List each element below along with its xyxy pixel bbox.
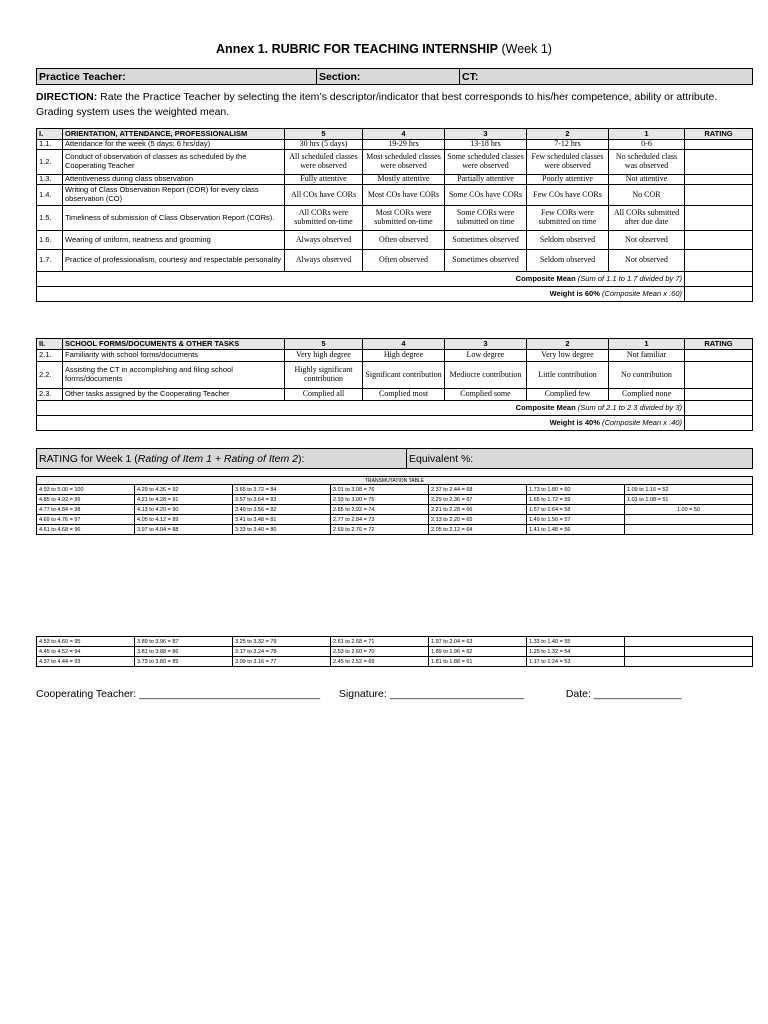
scale-5: 5 [285,129,363,140]
transmutation-cell: 3.89 to 3.96 = 87 [135,637,233,647]
transmutation-cell [625,525,753,535]
descriptor-cell[interactable]: Some scheduled classes were observed [445,150,527,175]
cooperating-teacher-field[interactable]: Cooperating Teacher: _______________________________ [36,688,321,700]
item-label: Familiarity with school forms/documents [63,350,285,362]
scale-5: 5 [285,339,363,350]
descriptor-cell[interactable]: 19-29 hrs [363,140,445,150]
descriptor-cell[interactable]: Some COs have CORs [445,185,527,206]
transmutation-row [37,657,753,667]
composite-mean-bold: Composite Mean [515,402,576,412]
document-title [0,42,768,56]
transmutation-cell: 2.69 to 2.76 = 72 [331,525,429,535]
transmutation-cell [625,657,753,667]
scale-1: 1 [609,339,685,350]
transmutation-cell: 2.29 to 2.36 = 67 [429,495,527,505]
descriptor-cell[interactable]: Most COs have CORs [363,185,445,206]
descriptor-cell[interactable]: Fully attentive [285,175,363,185]
item-number: 1.2. [37,150,63,175]
scale-3: 3 [445,129,527,140]
descriptor-cell[interactable]: Little contribution [527,362,609,389]
transmutation-cell: 2.05 to 2.12 = 64 [429,525,527,535]
transmutation-cell: 4.21 to 4.28 = 91 [135,495,233,505]
composite-mean-row [37,272,753,287]
transmutation-table-continued [36,636,753,667]
descriptor-cell[interactable]: Sometimes observed [445,231,527,250]
transmutation-cell: 3.17 to 3.24 = 78 [233,647,331,657]
transmutation-cell: 2.61 to 2.68 = 71 [331,637,429,647]
descriptor-cell[interactable]: Significant contribution [363,362,445,389]
item-label: Attendance for the week (5 days; 6 hrs/day) [63,140,285,150]
transmutation-cell: 3.41 to 3.48 = 81 [233,515,331,525]
descriptor-cell[interactable]: Seldom observed [527,231,609,250]
descriptor-cell[interactable]: Most scheduled classes were observed [363,150,445,175]
item-number: 1.1. [37,140,63,150]
descriptor-cell[interactable]: 7-12 hrs [527,140,609,150]
transmutation-cell: 1.25 to 1.32 = 54 [527,647,625,657]
weighted-score-note: (Composite Mean x .60) [599,288,682,298]
composite-mean-bold: Composite Mean [515,273,576,283]
descriptor-cell[interactable]: Highly significant contribution [285,362,363,389]
transmutation-cell: 2.77 to 2.84 = 73 [331,515,429,525]
descriptor-cell[interactable]: Mostly attentive [363,175,445,185]
descriptor-cell[interactable]: Not observed [609,231,685,250]
rubric-row [37,362,753,389]
rubric-row [37,140,753,150]
transmutation-cell: 1.00 = 50 [625,505,753,515]
transmutation-cell: 1.09 to 1.16 = 52 [625,485,753,495]
composite-mean-note: (Sum of 1.1 to 1.7 divided by 7) [575,273,682,283]
transmutation-cell: 4.93 to 5.00 = 100 [37,485,135,495]
transmutation-cell: 2.37 to 2.44 = 68 [429,485,527,495]
item-label: Other tasks assigned by the Cooperating Teacher [63,389,285,401]
item-number: 2.1. [37,350,63,362]
equivalent-percent-field[interactable]: Equivalent %: [407,449,753,469]
rubric-row [37,150,753,175]
transmutation-cell: 1.89 to 1.96 = 62 [429,647,527,657]
transmutation-cell: 1.97 to 2.04 = 63 [429,637,527,647]
descriptor-cell[interactable]: Mediocre contribution [445,362,527,389]
item-number: 1.3. [37,175,63,185]
section2-table [36,338,753,431]
section1-number: I. [37,129,63,140]
transmutation-cell: 1.65 to 1.72 = 59 [527,495,625,505]
section2-number: II. [37,339,63,350]
section1-title: ORIENTATION, ATTENDANCE, PROFESSIONALISM [63,129,285,140]
descriptor-cell[interactable]: 13-18 hrs [445,140,527,150]
descriptor-cell[interactable]: Seldom observed [527,250,609,272]
descriptor-cell[interactable]: Very low degree [527,350,609,362]
section1-header-row [37,129,753,140]
composite-mean-value[interactable] [685,401,753,416]
transmutation-cell: 1.01 to 1.08 = 51 [625,495,753,505]
descriptor-cell[interactable]: All COs have CORs [285,185,363,206]
header-fields [36,68,753,85]
transmutation-cell: 3.33 to 3.40 = 80 [233,525,331,535]
item-number: 2.2. [37,362,63,389]
transmutation-cell: 4.53 to 4.60 = 95 [37,637,135,647]
rubric-row [37,206,753,231]
descriptor-cell[interactable]: Very high degree [285,350,363,362]
transmutation-cell: 2.93 to 3.00 = 75 [331,495,429,505]
transmutation-cell: 1.57 to 1.64 = 58 [527,505,625,515]
transmutation-cell [625,515,753,525]
transmutation-row [37,525,753,535]
transmutation-cell: 3.57 to 3.64 = 83 [233,495,331,505]
transmutation-table [36,476,753,535]
weighted-score-label [37,416,685,431]
transmutation-cell: 2.21 to 2.28 = 66 [429,505,527,515]
rubric-row [37,350,753,362]
signature-line [36,688,752,700]
rubric-row [37,389,753,401]
transmutation-cell: 3.73 to 3.80 = 85 [135,657,233,667]
scale-1: 1 [609,129,685,140]
descriptor-cell[interactable]: Low degree [445,350,527,362]
descriptor-cell[interactable]: All scheduled classes were observed [285,150,363,175]
weighted-score-label [37,287,685,302]
title-main: Annex 1. RUBRIC FOR TEACHING INTERNSHIP [216,42,498,56]
descriptor-cell[interactable]: No contribution [609,362,685,389]
rating-header: RATING [685,129,753,140]
rating-label-suffix: ): [298,452,305,465]
title-week: (Week 1) [498,42,552,56]
item-number: 1.5. [37,206,63,231]
transmutation-row [37,515,753,525]
item-label: Attentiveness during class observation [63,175,285,185]
weighted-score-value[interactable] [685,416,753,431]
direction-body: Rate the Practice Teacher by selecting the item’s descriptor/indicator that best corresponds to his/her competence, ability or attribute. Grading system uses the weighted mean. [36,91,718,118]
transmutation-cell: 3.97 to 4.04 = 88 [135,525,233,535]
rating-cell[interactable] [685,150,753,175]
descriptor-cell[interactable]: Few scheduled classes were observed [527,150,609,175]
descriptor-cell[interactable]: 0-6 [609,140,685,150]
practice-teacher-field[interactable]: Practice Teacher: [37,69,317,85]
section2-header-row [37,339,753,350]
scale-2: 2 [527,129,609,140]
transmutation-cell [625,637,753,647]
descriptor-cell[interactable]: No COR [609,185,685,206]
transmutation-cell: 1.17 to 1.24 = 53 [527,657,625,667]
descriptor-cell[interactable]: All CORs submitted after due date [609,206,685,231]
descriptor-cell[interactable]: Always observed [285,250,363,272]
rubric-row [37,231,753,250]
rating-label-prefix: RATING for Week 1 ( [39,452,138,465]
descriptor-cell[interactable]: High degree [363,350,445,362]
rubric-row [37,185,753,206]
descriptor-cell[interactable]: Complied few [527,389,609,401]
item-label: Assisting the CT in accomplishing and filing school forms/documents [63,362,285,389]
direction-text [36,90,736,120]
item-number: 2.3. [37,389,63,401]
section-field[interactable]: Section: [317,69,460,85]
descriptor-cell[interactable]: Complied all [285,389,363,401]
transmutation-cell: 3.25 to 3.32 = 79 [233,637,331,647]
descriptor-cell[interactable]: Not observed [609,250,685,272]
rating-cell[interactable] [685,250,753,272]
weighted-score-bold: Weight is 60% [549,288,600,298]
descriptor-cell[interactable]: Often observed [363,231,445,250]
transmutation-row [37,485,753,495]
weighted-score-row [37,287,753,302]
transmutation-cell: 4.61 to 4.68 = 96 [37,525,135,535]
transmutation-cell: 4.37 to 4.44 = 93 [37,657,135,667]
transmutation-cell: 3.81 to 3.88 = 86 [135,647,233,657]
composite-mean-note: (Sum of 2.1 to 2.3 divided by 3) [575,402,682,412]
transmutation-row [37,505,753,515]
weekly-rating-box [36,448,753,469]
rating-cell[interactable] [685,175,753,185]
rating-cell[interactable] [685,362,753,389]
composite-mean-label [37,401,685,416]
date-field[interactable]: Date: _______________ [565,688,682,700]
descriptor-cell[interactable]: Complied some [445,389,527,401]
descriptor-cell[interactable]: Sometimes observed [445,250,527,272]
transmutation-cell: 4.29 to 4.36 = 92 [135,485,233,495]
transmutation-cell: 3.49 to 3.56 = 82 [233,505,331,515]
item-label: Timeliness of submission of Class Observation Report (CORs). [63,206,285,231]
composite-mean-row [37,401,753,416]
signature-field[interactable]: Signature: _______________________ [338,688,525,700]
rating-cell[interactable] [685,350,753,362]
section1-table [36,128,753,302]
descriptor-cell[interactable]: Always observed [285,231,363,250]
weekly-rating-field[interactable] [37,449,407,469]
transmutation-cell: 3.09 to 3.16 = 77 [233,657,331,667]
transmutation-cell: 1.49 to 1.56 = 57 [527,515,625,525]
weighted-score-value[interactable] [685,287,753,302]
descriptor-cell[interactable]: Partially attentive [445,175,527,185]
transmutation-row [37,637,753,647]
ct-field[interactable]: CT: [460,69,753,85]
descriptor-cell[interactable]: Complied none [609,389,685,401]
direction-label: DIRECTION: [36,91,98,103]
descriptor-cell[interactable]: All CORs were submitted on-time [285,206,363,231]
transmutation-cell: 4.77 to 4.84 = 98 [37,505,135,515]
transmutation-cell: 2.13 to 2.20 = 65 [429,515,527,525]
item-label: Practice of professionalism, courtesy and respectable personality [63,250,285,272]
descriptor-cell[interactable]: Often observed [363,250,445,272]
transmutation-cell: 4.85 to 4.92 = 99 [37,495,135,505]
transmutation-cell: 4.13 to 4.20 = 90 [135,505,233,515]
rating-cell[interactable] [685,140,753,150]
descriptor-cell[interactable]: Few COs have CORs [527,185,609,206]
scale-2: 2 [527,339,609,350]
descriptor-cell[interactable]: Poorly attentive [527,175,609,185]
section2-title: SCHOOL FORMS/DOCUMENTS & OTHER TASKS [63,339,285,350]
rating-label-formula: Rating of Item 1 + Rating of Item 2 [137,452,299,465]
transmutation-cell: 1.33 to 1.40 = 55 [527,637,625,647]
transmutation-cell: 4.69 to 4.76 = 97 [37,515,135,525]
rubric-row [37,175,753,185]
transmutation-row [37,647,753,657]
composite-mean-label [37,272,685,287]
transmutation-cell: 1.81 to 1.88 = 61 [429,657,527,667]
descriptor-cell[interactable]: Not familiar [609,350,685,362]
descriptor-cell[interactable]: Few CORs were submitted on time [527,206,609,231]
rating-cell[interactable] [685,231,753,250]
transmutation-title: TRANSMUTATION TABLE [37,477,753,485]
item-label: Wearing of uniform, neatness and grooming [63,231,285,250]
transmutation-cell [625,647,753,657]
descriptor-cell[interactable]: Most CORs were submitted on-time [363,206,445,231]
rating-cell[interactable] [685,206,753,231]
weighted-score-row [37,416,753,431]
item-number: 1.6. [37,231,63,250]
composite-mean-value[interactable] [685,272,753,287]
item-number: 1.7. [37,250,63,272]
descriptor-cell[interactable]: Not attentive [609,175,685,185]
transmutation-cell: 4.45 to 4.52 = 94 [37,647,135,657]
transmutation-cell: 1.73 to 1.80 = 60 [527,485,625,495]
descriptor-cell[interactable]: Some CORs were submitted on time [445,206,527,231]
rating-header: RATING [685,339,753,350]
transmutation-cell: 2.85 to 2.92 = 74 [331,505,429,515]
item-label: Conduct of observation of classes as scheduled by the Cooperating Teacher [63,150,285,175]
transmutation-cell: 2.45 to 2.52 = 69 [331,657,429,667]
descriptor-cell[interactable]: Complied most [363,389,445,401]
scale-3: 3 [445,339,527,350]
transmutation-row [37,495,753,505]
weighted-score-bold: Weight is 40% [549,417,600,427]
scale-4: 4 [363,129,445,140]
item-label: Writing of Class Observation Report (COR) for every class observation (CO) [63,185,285,206]
transmutation-cell: 3.65 to 3.72 = 84 [233,485,331,495]
transmutation-cell: 4.05 to 4.12 = 89 [135,515,233,525]
rating-cell[interactable] [685,185,753,206]
rating-cell[interactable] [685,389,753,401]
scale-4: 4 [363,339,445,350]
transmutation-cell: 2.53 to 2.60 = 70 [331,647,429,657]
descriptor-cell[interactable]: No scheduled class was observed [609,150,685,175]
transmutation-cell: 1.41 to 1.48 = 56 [527,525,625,535]
transmutation-cell: 3.01 to 3.08 = 76 [331,485,429,495]
rubric-row [37,250,753,272]
weighted-score-note: (Composite Mean x .40) [599,417,682,427]
item-number: 1.4. [37,185,63,206]
descriptor-cell[interactable]: 30 hrs (5 days) [285,140,363,150]
